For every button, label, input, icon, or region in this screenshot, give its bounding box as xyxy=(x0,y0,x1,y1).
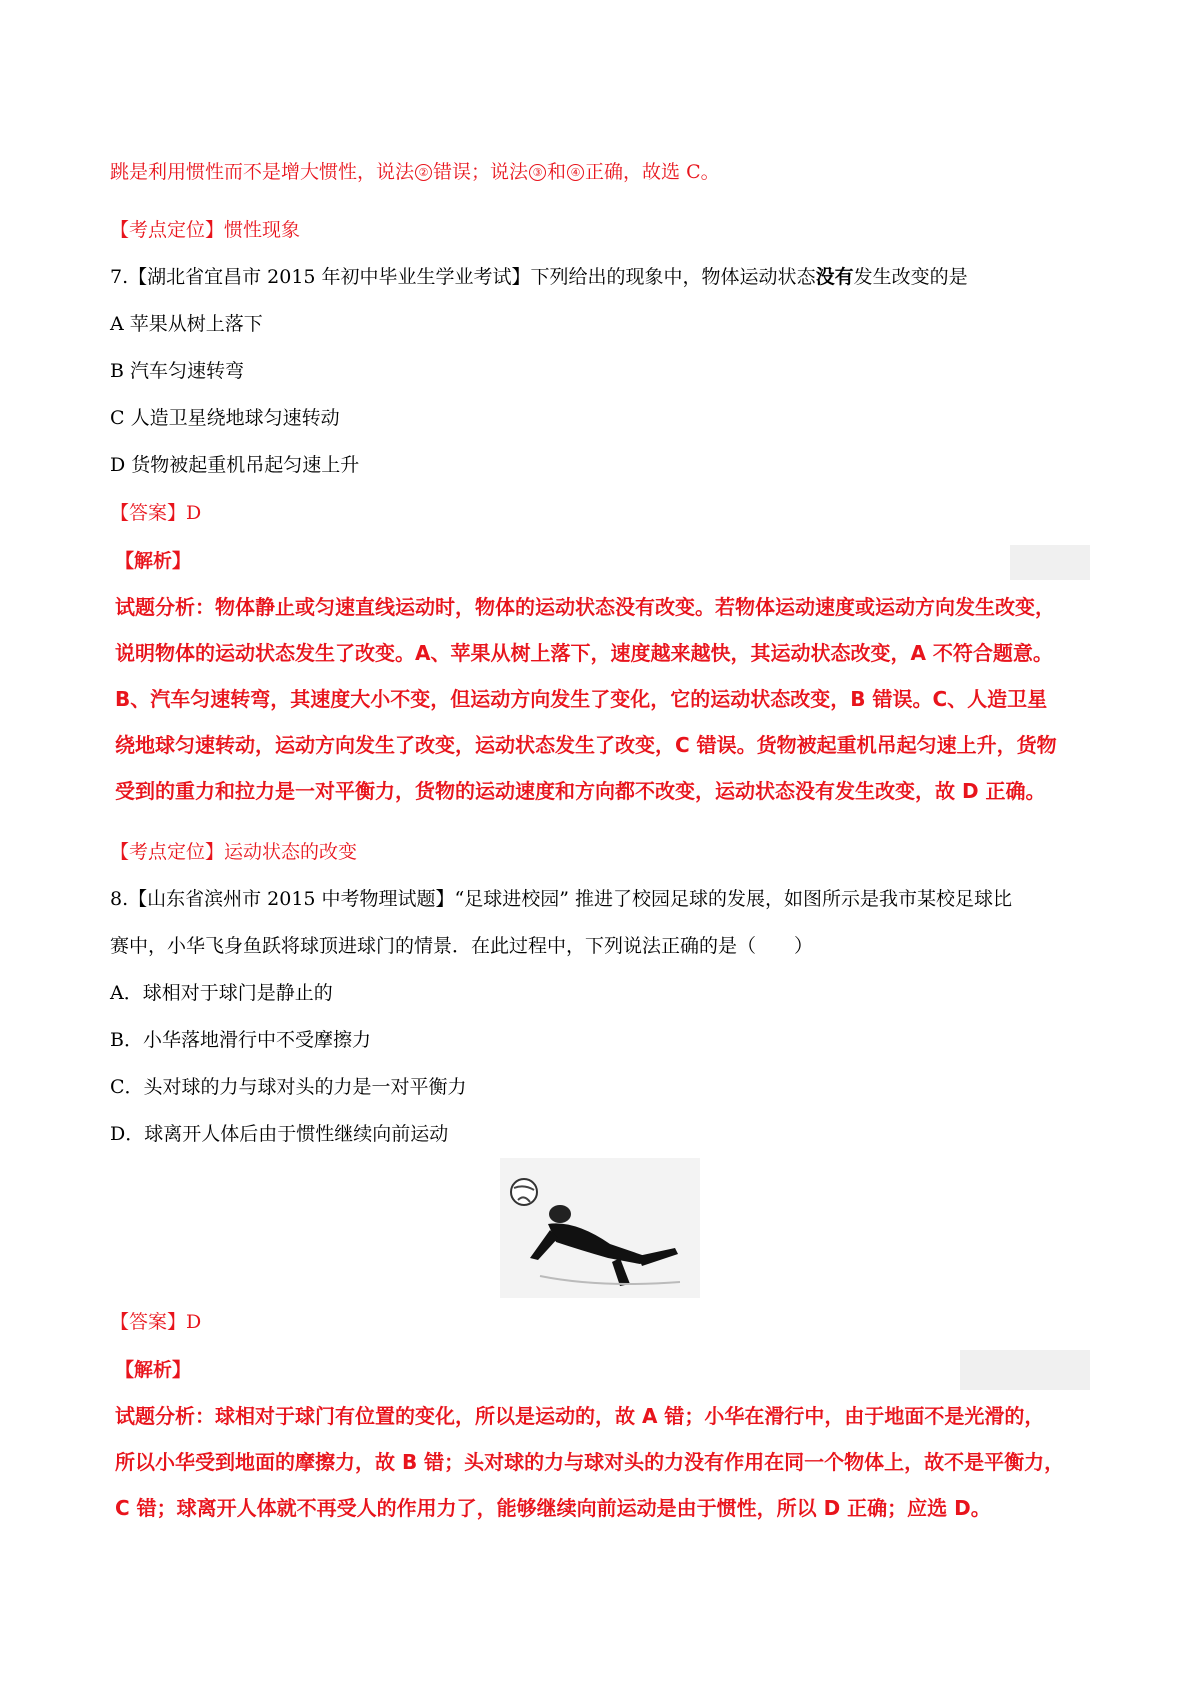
option-c: C 人造卫星绕地球匀速转动 xyxy=(110,407,340,429)
analysis-line: 绕地球匀速转动，运动方向发生了改变，运动状态发生了改变，C 错误。货物被起重机吊起匀速上升，货物 xyxy=(115,733,1057,757)
analysis-line: B、汽车匀速转弯，其速度大小不变，但运动方向发生了变化，它的运动状态改变，B 错误。C、人造卫星 xyxy=(115,687,1048,711)
question-8-stem: 8.【山东省滨州市 2015 中考物理试题】“足球进校园” 推进了校园足球的发展，如图所示是我市某校足球比 xyxy=(110,888,1013,910)
option-a: A 苹果从树上落下 xyxy=(110,313,263,335)
answer-label: 【答案】D xyxy=(110,1311,202,1333)
option-b: B．小华落地滑行中不受摩擦力 xyxy=(110,1029,371,1051)
kaodian-label: 【考点定位】运动状态的改变 xyxy=(110,841,358,863)
analysis-line: 所以小华受到地面的摩擦力，故 B 错；头对球的力与球对头的力没有作用在同一个物体上，故不是平衡力， xyxy=(115,1450,1065,1474)
option-b: B 汽车匀速转弯 xyxy=(110,360,245,382)
analysis-line: 试题分析：球相对于球门有位置的变化，所以是运动的，故 A 错；小华在滑行中，由于地面不是光滑的， xyxy=(115,1404,1045,1428)
answer-label: 【答案】D xyxy=(110,502,202,524)
circled-number: ② xyxy=(415,164,432,181)
analysis-line: 试题分析：物体静止或匀速直线运动时，物体的运动状态没有改变。若物体运动速度或运动方向发生改变， xyxy=(115,595,1055,619)
soccer-header-photo xyxy=(500,1158,700,1298)
option-a: A．球相对于球门是静止的 xyxy=(110,982,333,1004)
jiexi-label: 【解析】 xyxy=(115,550,192,572)
scan-noise xyxy=(960,1350,1090,1390)
question-7-stem: 7.【湖北省宜昌市 2015 年初中毕业生学业考试】下列给出的现象中，物体运动状态没有发生改变的是 xyxy=(110,266,968,288)
continuation-line: 跳是利用惯性而不是增大惯性，说法 ② 错误；说法 ③ 和 ④ 正确，故选 C。 xyxy=(110,161,720,183)
question-8-stem-cont: 赛中，小华飞身鱼跃将球顶进球门的情景．在此过程中，下列说法正确的是（ ） xyxy=(110,935,814,957)
analysis-block xyxy=(115,584,1105,814)
jiexi-label: 【解析】 xyxy=(115,1359,192,1381)
analysis-line: 受到的重力和拉力是一对平衡力，货物的运动速度和方向都不改变，运动状态没有发生改变，故 D 正确。 xyxy=(115,779,1046,803)
option-d: D．球离开人体后由于惯性继续向前运动 xyxy=(110,1123,449,1145)
option-c: C．头对球的力与球对头的力是一对平衡力 xyxy=(110,1076,467,1098)
analysis-block xyxy=(115,1393,1105,1531)
scan-noise xyxy=(1010,545,1090,580)
option-d: D 货物被起重机吊起匀速上升 xyxy=(110,454,360,476)
player-diving-header-icon xyxy=(500,1158,700,1298)
circled-number: ④ xyxy=(567,164,584,181)
analysis-line: C 错；球离开人体就不再受人的作用力了，能够继续向前运动是由于惯性，所以 D 正确；应选 D。 xyxy=(115,1496,991,1520)
kaodian-label: 【考点定位】惯性现象 xyxy=(110,219,301,241)
circled-number: ③ xyxy=(529,164,546,181)
analysis-line: 说明物体的运动状态发生了改变。A、苹果从树上落下，速度越来越快，其运动状态改变，A 不符合题意。 xyxy=(115,641,1053,665)
